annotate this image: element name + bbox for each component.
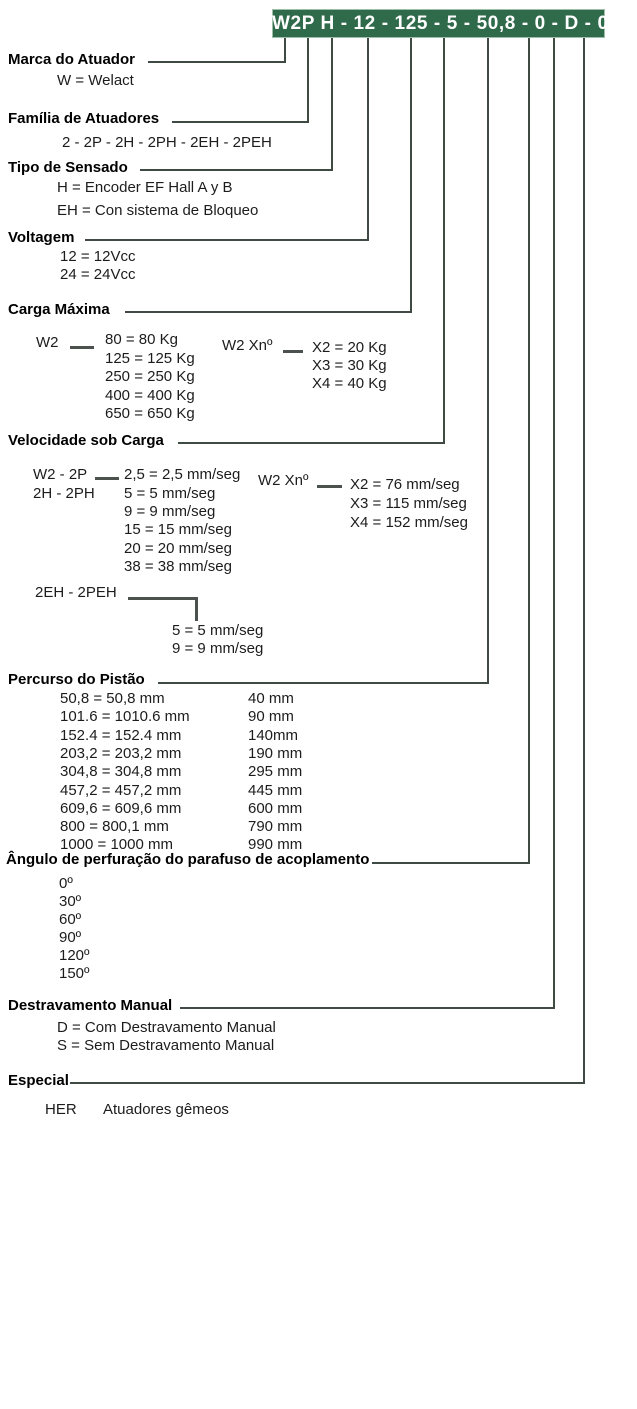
percurso-row-left: 609,6 = 609,6 mm	[60, 800, 182, 817]
connector-vline-percurso	[487, 38, 489, 684]
connector-hline-marca	[148, 61, 286, 63]
carga-w2-dash	[70, 346, 94, 349]
velocidade-eh-item: 9 = 9 mm/seg	[172, 640, 264, 657]
connector-hline-carga	[125, 311, 412, 313]
velocidade-w2-item: 9 = 9 mm/seg	[124, 503, 216, 520]
percurso-row-right: 190 mm	[248, 745, 303, 762]
angulo-item: 90º	[59, 929, 82, 946]
sensado-item: H = Encoder EF Hall A y B	[57, 179, 233, 196]
carga-w2-item: 125 = 125 Kg	[105, 350, 195, 367]
velocidade-w2-item: 15 = 15 mm/seg	[124, 521, 232, 538]
percurso-row-left: 1000 = 1000 mm	[60, 836, 173, 853]
angulo-item: 150º	[59, 965, 90, 982]
connector-vline-familia	[307, 38, 309, 123]
angulo-item: 60º	[59, 911, 82, 928]
percurso-row-right: 140mm	[248, 727, 299, 744]
carga-w2-label: W2	[36, 334, 59, 351]
connector-hline-sensado	[140, 169, 333, 171]
velocidade-w2-item: 38 = 38 mm/seg	[124, 558, 232, 575]
carga-w2-item: 400 = 400 Kg	[105, 387, 195, 404]
percurso-row-left: 152.4 = 152.4 mm	[60, 727, 182, 744]
connector-hline-voltagem	[85, 239, 369, 241]
connector-hline-percurso	[158, 682, 489, 684]
velocidade-eh-item: 5 = 5 mm/seg	[172, 622, 264, 639]
percurso-row-left: 203,2 = 203,2 mm	[60, 745, 182, 762]
velocidade-w2-item: 2,5 = 2,5 mm/seg	[124, 466, 241, 483]
connector-vline-angulo	[528, 38, 530, 864]
velocidade-w2-item: 20 = 20 mm/seg	[124, 540, 232, 557]
velocidade-eh-label: 2EH - 2PEH	[35, 584, 117, 601]
carga-w2-item: 80 = 80 Kg	[105, 331, 178, 348]
section-title-especial: Especial	[8, 1072, 69, 1089]
percurso-row-right: 295 mm	[248, 763, 303, 780]
product-code-bar: W2P H - 12 - 125 - 5 - 50,8 - 0 - D - 0	[272, 9, 605, 38]
connector-vline-sensado	[331, 38, 333, 171]
percurso-row-right: 790 mm	[248, 818, 303, 835]
section-title-carga: Carga Máxima	[8, 301, 110, 318]
carga-xn-item: X3 = 30 Kg	[312, 357, 387, 374]
velocidade-xn-label: W2 Xnº	[258, 472, 309, 489]
section-title-angulo: Ângulo de perfuração do parafuso de acoplamento	[6, 851, 370, 868]
velocidade-w2-item: 5 = 5 mm/seg	[124, 485, 216, 502]
percurso-row-left: 800 = 800,1 mm	[60, 818, 169, 835]
connector-hline-velocidade	[178, 442, 445, 444]
connector-hline-angulo	[372, 862, 530, 864]
angulo-item: 120º	[59, 947, 90, 964]
destravamento-item: D = Com Destravamento Manual	[57, 1019, 276, 1036]
marca-item: W = Welact	[57, 72, 134, 89]
carga-xn-dash	[283, 350, 303, 353]
velocidade-w2-label-line1: W2 - 2P	[33, 466, 88, 483]
connector-hline-familia	[172, 121, 309, 123]
angulo-item: 0º	[59, 875, 73, 892]
connector-vline-voltagem	[367, 38, 369, 241]
connector-vline-destravamento	[553, 38, 555, 1009]
especial-code: HER	[45, 1101, 77, 1118]
carga-w2-item: 250 = 250 Kg	[105, 368, 195, 385]
carga-xn-item: X4 = 40 Kg	[312, 375, 387, 392]
voltagem-item: 24 = 24Vcc	[60, 266, 136, 283]
percurso-row-left: 50,8 = 50,8 mm	[60, 690, 165, 707]
section-title-destravamento: Destravamento Manual	[8, 997, 173, 1014]
section-title-familia: Família de Atuadores	[8, 110, 160, 127]
velocidade-xn-item: X2 = 76 mm/seg	[350, 476, 460, 493]
angulo-item: 30º	[59, 893, 82, 910]
section-title-voltagem: Voltagem	[8, 229, 75, 246]
connector-vline-marca	[284, 38, 286, 63]
percurso-row-right: 600 mm	[248, 800, 303, 817]
percurso-row-right: 90 mm	[248, 708, 294, 725]
connector-vline-especial	[583, 38, 585, 1084]
familia-item: 2 - 2P - 2H - 2PH - 2EH - 2PEH	[62, 134, 272, 151]
connector-vline-carga	[410, 38, 412, 313]
carga-xn-label: W2 Xnº	[222, 337, 273, 354]
percurso-row-left: 101.6 = 1010.6 mm	[60, 708, 190, 725]
velocidade-w2-label-line2: 2H - 2PH	[33, 485, 95, 502]
percurso-row-right: 40 mm	[248, 690, 294, 707]
percurso-row-right: 990 mm	[248, 836, 303, 853]
carga-w2-item: 650 = 650 Kg	[105, 405, 195, 422]
sensado-item: EH = Con sistema de Bloqueo	[57, 202, 259, 219]
especial-description: Atuadores gêmeos	[103, 1101, 229, 1118]
section-title-marca: Marca do Atuador	[8, 51, 135, 68]
carga-xn-item: X2 = 20 Kg	[312, 339, 387, 356]
percurso-row-left: 304,8 = 304,8 mm	[60, 763, 182, 780]
section-title-percurso: Percurso do Pistão	[8, 671, 145, 688]
velocidade-xn-dash	[317, 485, 342, 488]
velocidade-w2-dash	[95, 477, 119, 480]
connector-hline-destravamento	[180, 1007, 555, 1009]
velocidade-xn-item: X3 = 115 mm/seg	[350, 495, 467, 512]
velocidade-xn-item: X4 = 152 mm/seg	[350, 514, 468, 531]
section-title-velocidade: Velocidade sob Carga	[8, 432, 164, 449]
section-title-sensado: Tipo de Sensado	[8, 159, 128, 176]
percurso-row-left: 457,2 = 457,2 mm	[60, 782, 182, 799]
connector-vline-velocidade	[443, 38, 445, 444]
velocidade-eh-connector-v	[195, 597, 198, 621]
destravamento-item: S = Sem Destravamento Manual	[57, 1037, 275, 1054]
connector-hline-especial	[70, 1082, 585, 1084]
velocidade-eh-connector-h	[128, 597, 198, 600]
percurso-row-right: 445 mm	[248, 782, 303, 799]
voltagem-item: 12 = 12Vcc	[60, 248, 136, 265]
